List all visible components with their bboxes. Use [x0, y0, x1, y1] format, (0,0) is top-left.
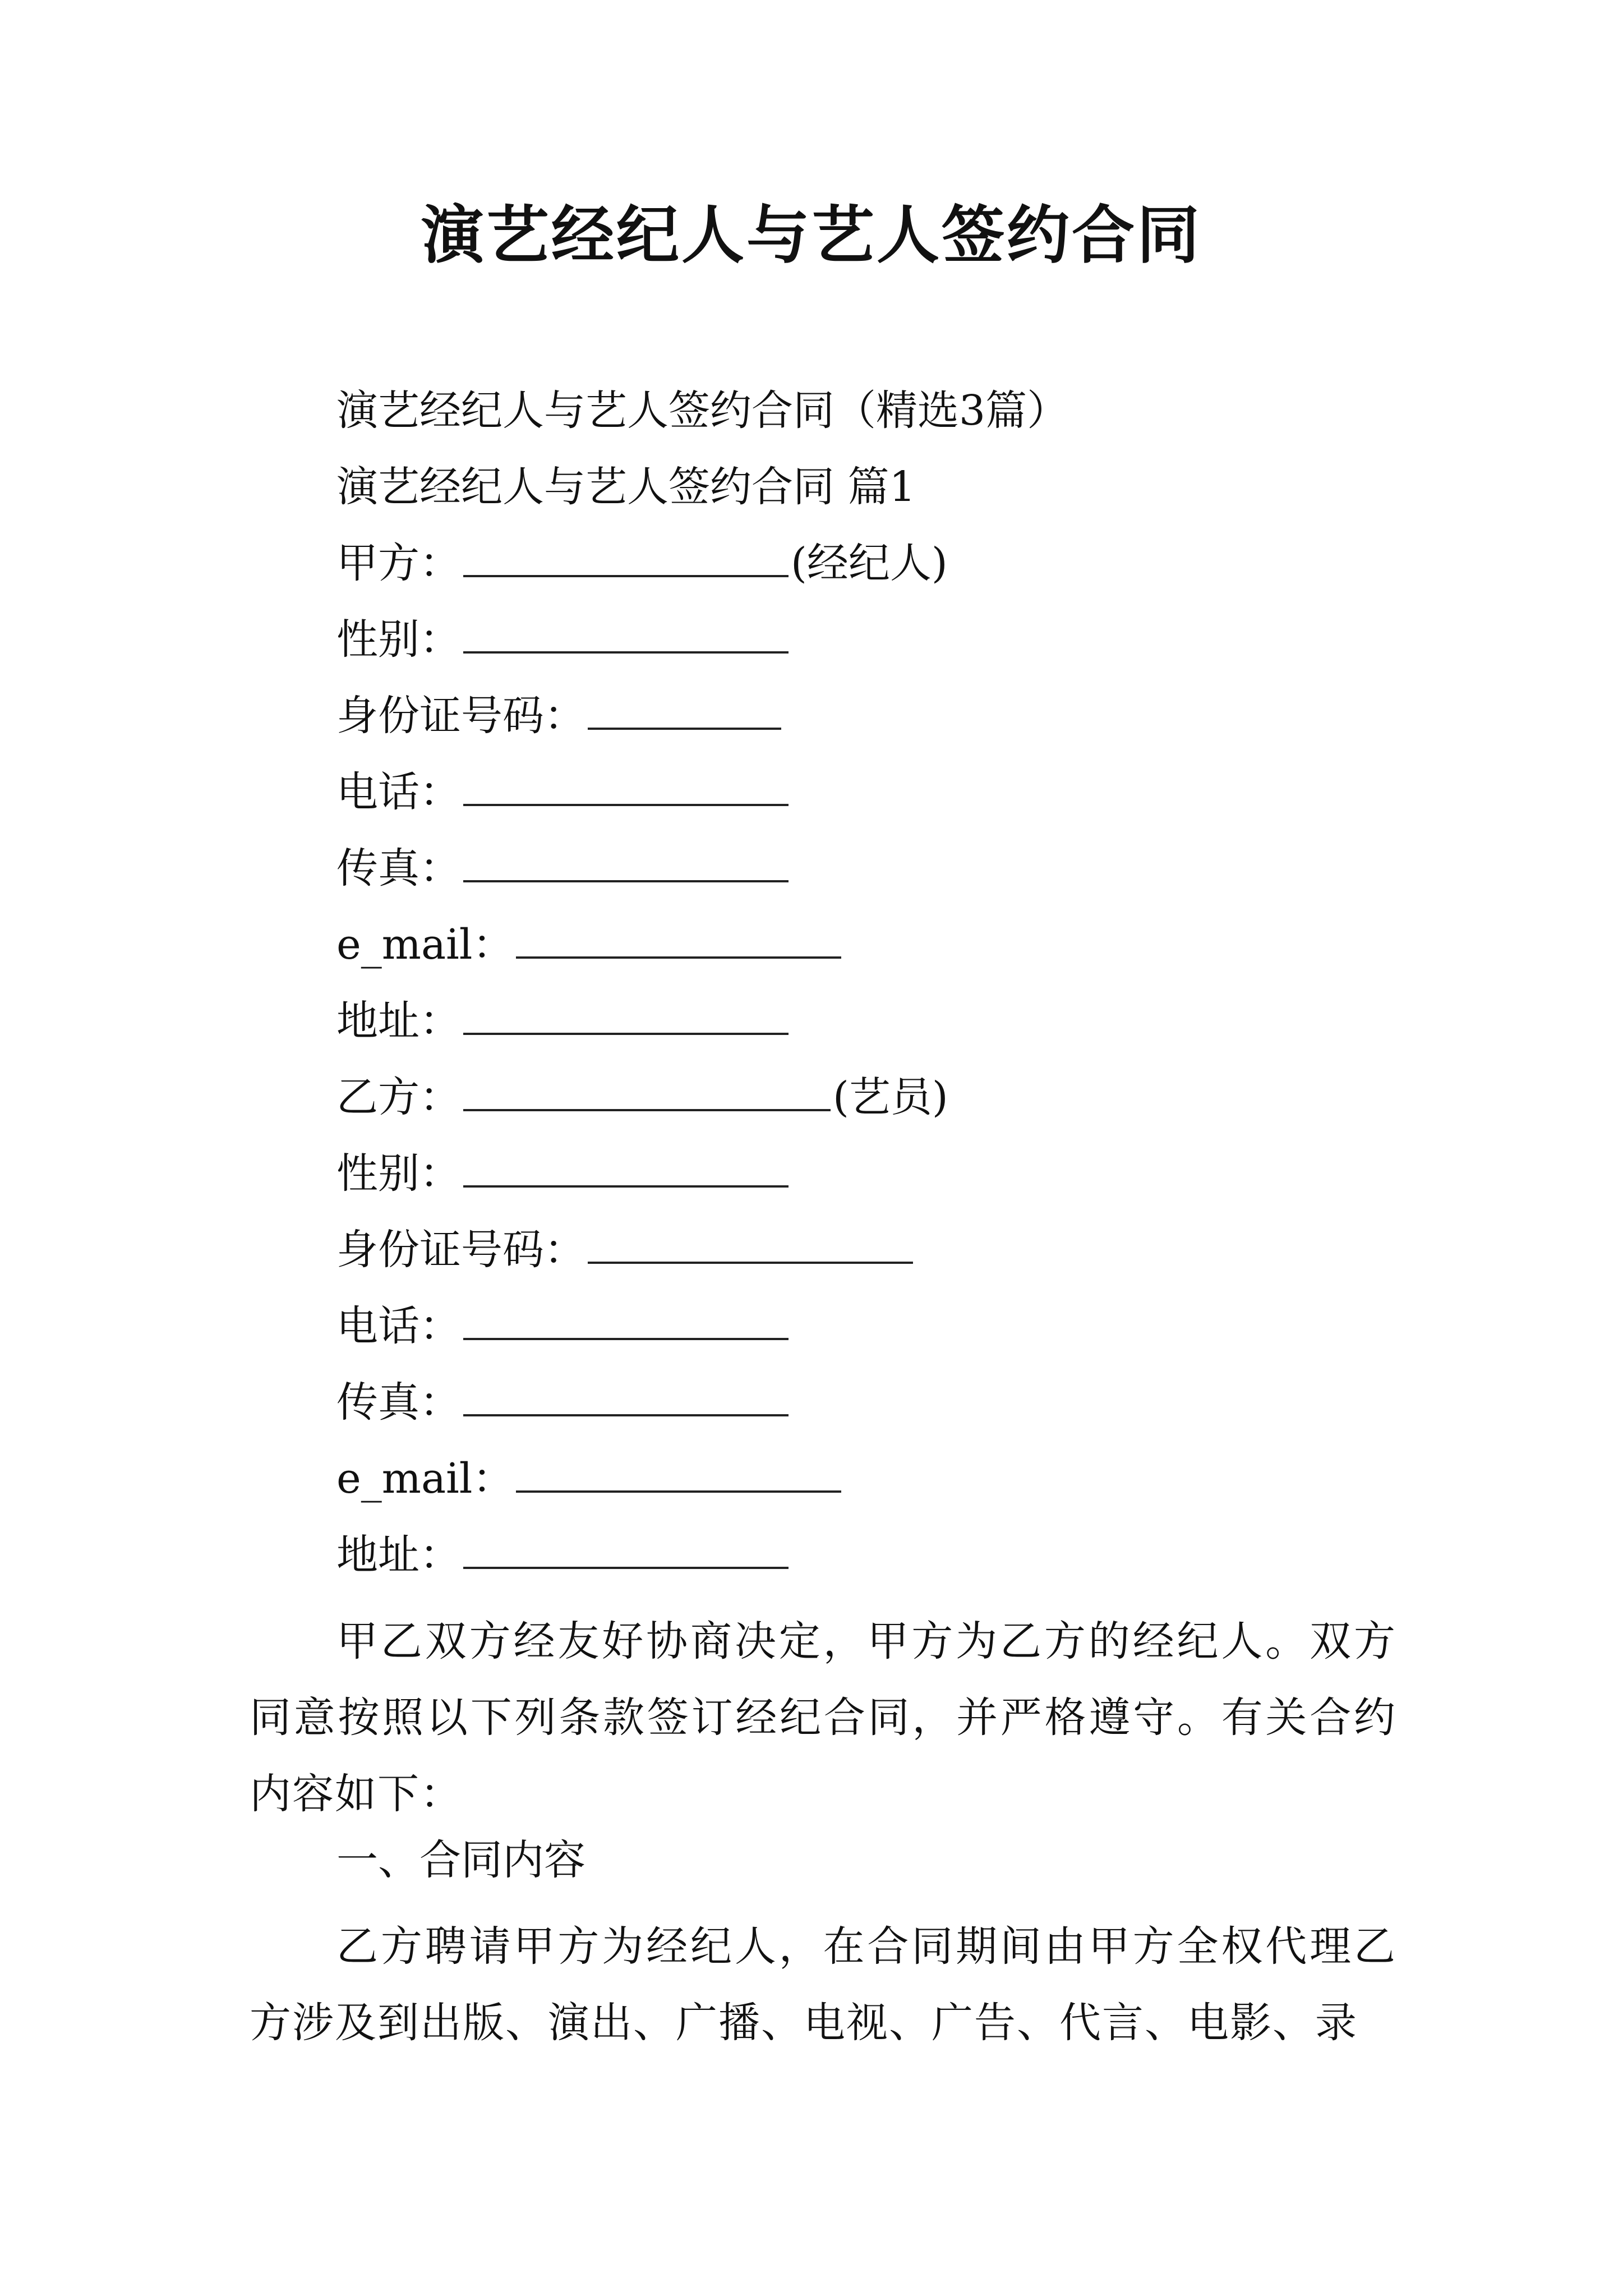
party-b-gender-row	[336, 1145, 791, 1202]
party-a-address-row	[336, 993, 791, 1049]
party-a-address-blank	[463, 999, 789, 1035]
party-a-email-blank	[516, 923, 841, 959]
party-b-name-blank	[463, 1075, 831, 1111]
party-b-email-row	[336, 1451, 843, 1507]
party-a-address-label: 地址：	[336, 997, 461, 1045]
party-b-address-label: 地址：	[336, 1531, 461, 1579]
party-a-name-label: 甲方：	[336, 539, 461, 587]
party-b-phone-label: 电话：	[336, 1302, 461, 1350]
party-a-email-label: e_mail：	[336, 921, 514, 969]
party-a-email-row	[336, 917, 843, 973]
document-title: 演艺经纪人与艺人签约合同	[421, 199, 1202, 272]
intro-paragraph: 甲乙双方经友好协商决定，甲方为乙方的经纪人。双方同意按照以下列条款签订经纪合同，并严格遵守。有关合约内容如下：	[250, 1617, 1396, 1818]
party-b-phone-row	[336, 1298, 791, 1354]
party-b-email-blank	[516, 1457, 841, 1493]
party-b-phone-blank	[463, 1304, 789, 1340]
party-a-id-label: 身份证号码：	[336, 692, 585, 740]
clause-1-heading: 一、合同内容	[336, 1836, 585, 1884]
party-a-phone-row	[336, 764, 791, 820]
party-a-fax-blank	[463, 846, 789, 882]
party-a-id-row	[336, 688, 783, 744]
party-a-role: (经纪人)	[791, 539, 948, 587]
section-heading: 演艺经纪人与艺人签约合同 篇1	[336, 463, 916, 511]
party-b-id-row	[336, 1222, 915, 1278]
party-b-fax-row	[336, 1374, 791, 1430]
party-b-address-blank	[463, 1533, 789, 1569]
party-a-id-blank	[588, 694, 781, 730]
party-b-fax-label: 传真：	[336, 1378, 461, 1427]
party-a-phone-label: 电话：	[336, 768, 461, 816]
clause-1-paragraph: 乙方聘请甲方为经纪人，在合同期间由甲方全权代理乙方涉及到出版、演出、广播、电视、广告、代言、电影、录	[250, 1922, 1396, 2047]
party-b-id-label: 身份证号码：	[336, 1226, 585, 1274]
party-b-id-blank	[588, 1228, 913, 1264]
party-b-role: (艺员)	[833, 1073, 948, 1121]
subtitle: 演艺经纪人与艺人签约合同（精选3篇）	[336, 386, 1069, 435]
party-b-fax-blank	[463, 1381, 789, 1416]
party-a-gender-row	[336, 611, 791, 668]
party-b-gender-blank	[463, 1152, 789, 1188]
party-a-fax-label: 传真：	[336, 844, 461, 892]
party-b-gender-label: 性别：	[336, 1149, 461, 1198]
party-a-name-row	[336, 535, 948, 591]
party-b-name-label: 乙方：	[336, 1073, 461, 1121]
party-a-gender-blank	[463, 618, 789, 654]
party-b-email-label: e_mail：	[336, 1455, 514, 1503]
party-a-gender-label: 性别：	[336, 615, 461, 664]
party-a-phone-blank	[463, 770, 789, 806]
party-b-address-row	[336, 1527, 791, 1583]
party-a-fax-row	[336, 840, 791, 896]
party-b-name-row	[336, 1069, 948, 1125]
party-a-name-blank	[463, 541, 789, 577]
